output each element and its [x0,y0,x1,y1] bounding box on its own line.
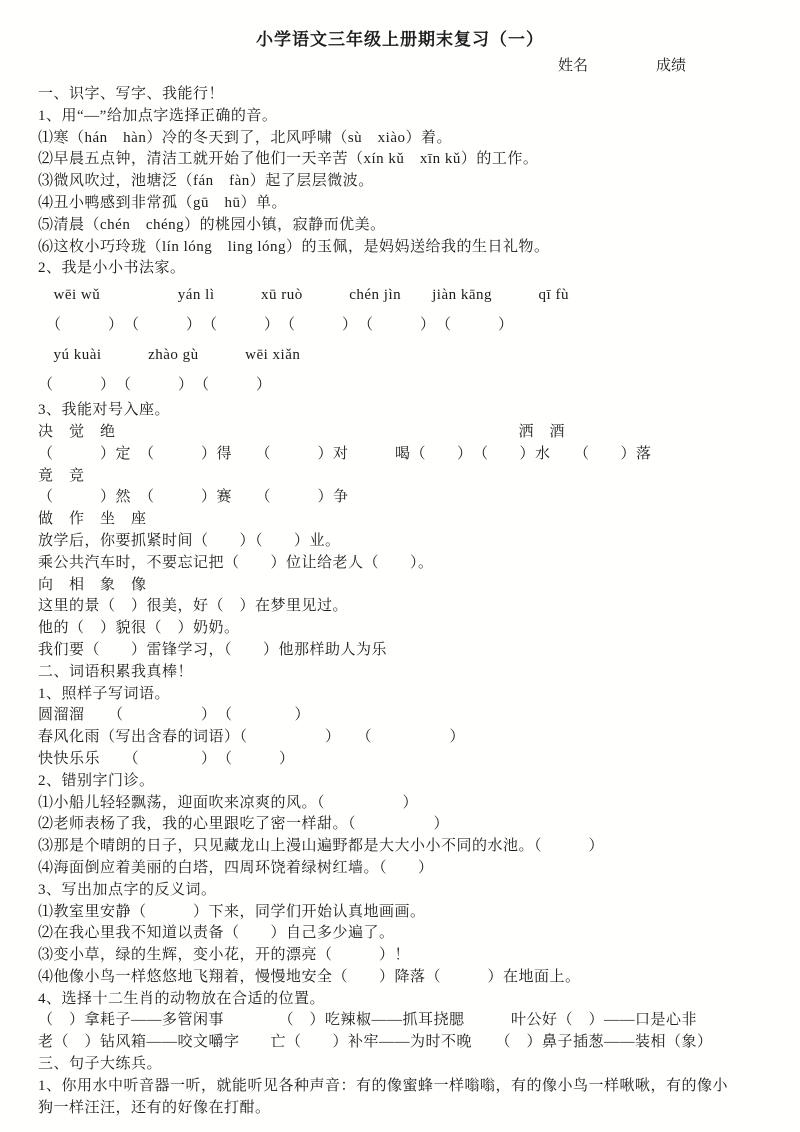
text-line: 三、句子大练兵。 [38,1056,163,1073]
text-line: 一、识字、写字、我能行！ [38,86,225,102]
text-line: （ ）然 （ ）赛 （ ）争 [38,489,349,506]
text-line: 向 相 象 像 [38,576,147,593]
text-line: 4、选择十二生肖的动物放在合适的位置。 [38,990,326,1007]
text-line: 乘公共汽车时，不要忘记把（ ）位让给老人（ ）。 [38,554,434,571]
text-line: ⑴小船儿轻轻飘荡，迎面吹来凉爽的风。（ ） [38,794,419,811]
text-line: 竟 竞 [38,467,85,484]
text-line: wēi wǔ yán lì xū ruò chén jìn jiàn kāng qī fù [38,287,569,304]
document-body [0,78,800,1119]
text-line: ⑵早晨五点钟，清洁工就开始了他们一天辛苦（xín kǔ xīn kǔ）的工作。 [38,151,539,168]
text-line: 春风化雨（写出含春的词语）（ ） （ ） [38,729,466,746]
text-line: ⑴寒（hán hàn）冷的冬天到了，北风呼啸（sù xiào）着。 [38,129,452,146]
text-line: ⑴教室里安静（ ）下来，同学们开始认真地画画。 [38,903,426,920]
text-line: 1、照样子写词语。 [38,685,171,702]
text-line: 这里的景（ ）很美，好（ ）在梦里见过。 [38,598,349,615]
text-line: 快快乐乐 （ ） （ ） [38,750,295,767]
text-line: 3、写出加点字的反义词。 [38,881,217,898]
text-line: 我们要（ ）雷锋学习，（ ）他那样助人为乐 [38,641,388,658]
text-line: 1、你用水中听音器一听，就能听见各种声音：有的像蜜蜂一样嗡嗡，有的像小鸟一样啾啾，有的像小 [38,1077,729,1094]
text-line: （ ） （ ） （ ） [38,377,272,394]
text-line: （ ）定 （ ）得 （ ）对 喝（ ） （ ）水 （ ）落 [38,445,652,462]
text-line: 决 觉 绝 洒 酒 [38,423,566,440]
name-score-row [0,54,800,78]
text-line: 放学后，你要抓紧时间（ ）（ ）业。 [38,532,341,549]
text-line: ⑵老师表杨了我，我的心里跟吃了密一样甜。（ ） [38,816,450,833]
text-line: yú kuài zhào gù wēi xiǎn [38,347,301,364]
text-line: 做 作 坐 座 [38,511,147,528]
page-title: 小学语文三年级上册期末复习（一） [256,30,544,49]
text-line: ⑵在我心里我不知道以责备（ ）自己多少遍了。 [38,925,395,942]
text-line: ⑸清晨（chén chéng）的桃园小镇，寂静而优美。 [38,216,386,233]
text-line: 2、我是小小书法家。 [38,260,186,277]
text-line: 1、用“—”给加点字选择正确的音。 [38,107,278,124]
text-line: 他的（ ）貌很（ ）奶奶。 [38,620,240,637]
text-line: 2、错别字门诊。 [38,772,155,789]
name-label: 姓名 [558,58,589,74]
text-line: 圆溜溜 （ ） （ ） [38,707,311,724]
text-line: ⑶那是个晴朗的日子，只见藏龙山上漫山遍野都是大大小小不同的水池。（ ） [38,838,605,855]
text-line: ⑶微风吹过，池塘泛（fán fàn）起了层层微波。 [38,173,374,190]
text-line: 3、我能对号入座。 [38,402,171,419]
text-line: ⑹这枚小巧玲珑（lín lóng ling lóng）的玉佩，是妈妈送给我的生日礼物。 [38,238,550,255]
text-line: （ ）拿耗子——多管闲事 （ ）吃辣椒——抓耳挠腮 叶公好（ ）——口是心非 [38,1012,698,1029]
text-line: 狗一样汪汪，还有的好像在打酣。 [38,1099,271,1116]
text-line: ⑷丑小鸭感到非常孤（gū hū）单。 [38,194,288,211]
text-line: ⑷海面倒应着美丽的白塔，四周环饶着绿树红墙。（ ） [38,859,434,876]
text-line: ⑷他像小鸟一样悠悠地飞翔着，慢慢地安全（ ）降落（ ）在地面上。 [38,968,581,985]
text-line: 二、词语积累我真棒！ [38,663,194,680]
score-label: 成绩 [656,58,687,74]
text-line: ⑶变小草，绿的生辉，变小花，开的漂亮（ ）！ [38,947,411,964]
text-line: 老（ ）钻风箱——咬文嚼字 亡（ ）补牢——为时不晚 （ ）鼻子插葱——装相（象） [38,1034,713,1051]
text-line: （ ） （ ） （ ） （ ） （ ） （ ） [38,317,514,334]
